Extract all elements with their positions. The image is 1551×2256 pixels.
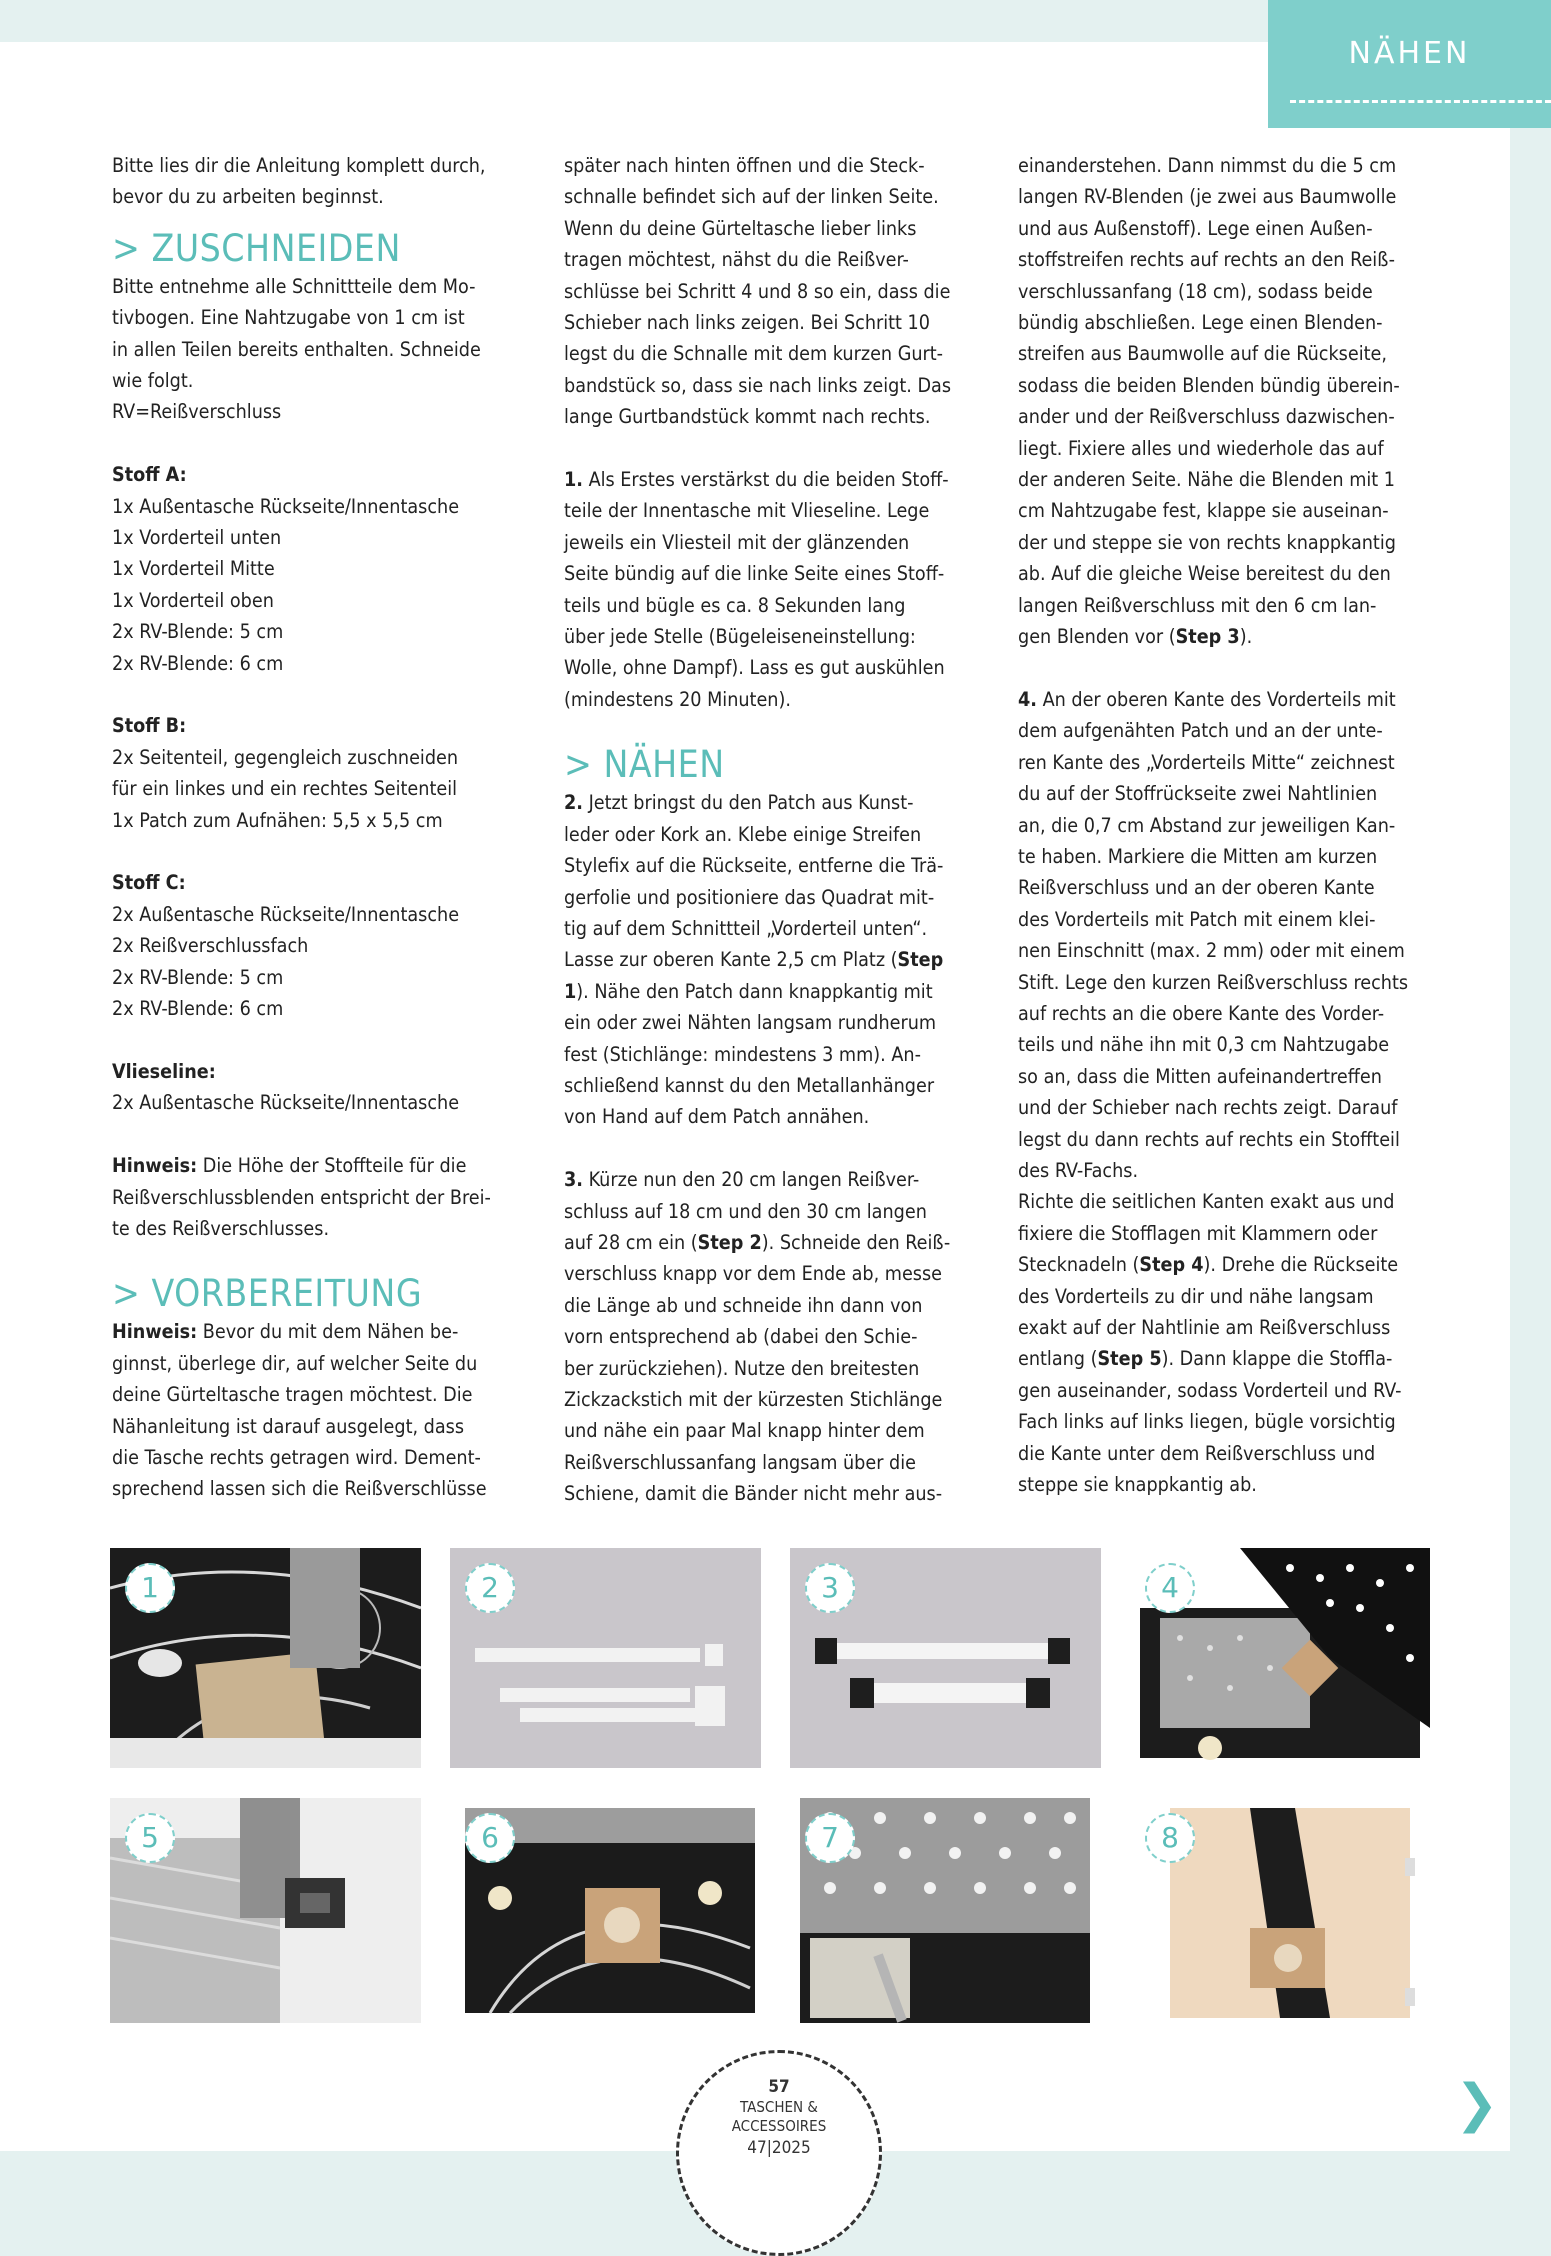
list-item: 1x Außentasche Rückseite/Innentasche bbox=[112, 494, 460, 518]
text-line: teils und nähe ihn mit 0,3 cm Nahtzugabe bbox=[1018, 1033, 1390, 1057]
text-line: einanderstehen. Dann nimmst du die 5 cm bbox=[1018, 154, 1397, 177]
text-line: verschlussanfang (18 cm), sodass beide bbox=[1018, 279, 1373, 303]
text-line: Stylefix auf die Rückseite, entferne die Trä- bbox=[564, 854, 944, 878]
text-line: die Kante unter dem Reißverschluss und bbox=[1018, 1441, 1376, 1465]
step-ref: Step bbox=[897, 948, 944, 972]
step-badge: 4 bbox=[1145, 1563, 1195, 1613]
text-line: Seite bündig auf die linke Seite eines Stoff- bbox=[564, 562, 945, 586]
list-item: 1x Vorderteil unten bbox=[112, 526, 282, 550]
tab-divider bbox=[1290, 100, 1551, 103]
text-line: Die Höhe der Stoffteile für die bbox=[197, 1154, 467, 1178]
text-line: schlüsse bei Schritt 4 und 8 so ein, dass die bbox=[564, 279, 951, 303]
next-page-chevron-icon[interactable]: ❯ bbox=[1455, 2074, 1499, 2134]
text-line: ren Kante des „Vorderteils Mitte“ zeichnest bbox=[1018, 750, 1395, 774]
text-line: ber zurückziehen). Nutze den breitesten bbox=[564, 1356, 920, 1380]
step-ref: Step 4 bbox=[1139, 1253, 1204, 1277]
step-photo-1 bbox=[110, 1548, 421, 1768]
list-item: 1x Patch zum Aufnähen: 5,5 x 5,5 cm bbox=[112, 808, 443, 832]
text-line: über jede Stelle (Bügeleiseneinstellung: bbox=[564, 625, 916, 649]
text-line: von Hand auf dem Patch annähen. bbox=[564, 1105, 870, 1129]
text-line: Schiene, damit die Bänder nicht mehr aus- bbox=[564, 1482, 943, 1506]
text-line: in allen Teilen bereits enthalten. Schneide bbox=[112, 337, 481, 361]
text-line: Reißverschlussblenden entspricht der Brei- bbox=[112, 1185, 491, 1209]
step-number: 4. bbox=[1018, 687, 1037, 711]
step-ref: Step 3 bbox=[1175, 625, 1240, 649]
text-line: streifen aus Baumwolle auf die Rückseite, bbox=[1018, 342, 1387, 366]
text-line: die Länge ab und schneide ihn dann von bbox=[564, 1293, 923, 1317]
text-line: Wenn du deine Gürteltasche lieber links bbox=[564, 216, 917, 240]
step-photo-2 bbox=[450, 1548, 761, 1768]
intro-line: bevor du zu arbeiten beginnst. bbox=[112, 185, 384, 209]
text-line: vorn entsprechend ab (dabei den Schie- bbox=[564, 1325, 918, 1349]
text-line: ). bbox=[1239, 625, 1253, 649]
text-line: ). Nähe den Patch dann knappkantig mit bbox=[576, 979, 933, 1003]
text-line: verschluss knapp vor dem Ende ab, messe bbox=[564, 1262, 943, 1286]
text-line: entlang ( bbox=[1018, 1347, 1098, 1371]
step-badge: 6 bbox=[465, 1813, 515, 1863]
column-3 bbox=[1018, 150, 1440, 1500]
list-item: 2x Seitenteil, gegengleich zuschneiden bbox=[112, 745, 459, 769]
text-line: An der oberen Kante des Vorderteils mit bbox=[1036, 687, 1396, 711]
step-photo-8 bbox=[1130, 1798, 1441, 2023]
text-line: te des Reißverschlusses. bbox=[112, 1216, 330, 1240]
text-line: (mindestens 20 Minuten). bbox=[564, 687, 791, 711]
list-item: 2x Außentasche Rückseite/Innentasche bbox=[112, 1091, 460, 1115]
heading-vorbereitung: > VORBEREITUNG bbox=[112, 1272, 423, 1316]
text-line: Als Erstes verstärkst du die beiden Stoff- bbox=[582, 468, 949, 492]
text-line: nen Einschnitt (max. 2 mm) oder mit einem bbox=[1018, 939, 1405, 963]
list-item: 2x RV-Blende: 6 cm bbox=[112, 997, 284, 1021]
list-item: für ein linkes und ein rechtes Seitenteil bbox=[112, 777, 457, 801]
step-badge: 8 bbox=[1145, 1813, 1195, 1863]
text-line: Richte die seitlichen Kanten exakt aus und bbox=[1018, 1190, 1395, 1214]
step-photo-7 bbox=[790, 1798, 1101, 2023]
step-photo-5 bbox=[110, 1798, 421, 2023]
page-number: 57 bbox=[768, 2077, 790, 2097]
intro-line: Bitte lies dir die Anleitung komplett durch, bbox=[112, 154, 486, 177]
text-line: bandstück so, dass sie nach links zeigt. Das bbox=[564, 373, 952, 397]
text-line: des Vorderteils mit Patch mit einem klei- bbox=[1018, 907, 1376, 931]
text-line: sprechend lassen sich die Reißverschlüsse bbox=[112, 1477, 487, 1501]
text-line: steppe sie knappkantig ab. bbox=[1018, 1473, 1257, 1497]
step-ref: Step 2 bbox=[697, 1230, 762, 1254]
vlieseline-title: Vlieseline: bbox=[112, 1059, 216, 1083]
text-line: ein oder zwei Nähten langsam rundherum bbox=[564, 1011, 937, 1035]
text-line: Zickzackstich mit der kürzesten Stichlänge bbox=[564, 1388, 943, 1411]
step-badge: 1 bbox=[125, 1563, 175, 1613]
step-photo-4 bbox=[1130, 1548, 1441, 1768]
step-ref: 1 bbox=[564, 979, 577, 1003]
text-line: Schieber nach links zeigen. Bei Schritt 10 bbox=[564, 311, 930, 335]
step-photo-3 bbox=[790, 1548, 1101, 1768]
stoff-a-title: Stoff A: bbox=[112, 463, 187, 487]
list-item: 2x Reißverschlussfach bbox=[112, 934, 309, 958]
section-tab bbox=[1268, 0, 1551, 128]
heading-naehen: > NÄHEN bbox=[564, 743, 725, 787]
step-badge: 3 bbox=[805, 1563, 855, 1613]
text-line: die Tasche rechts getragen wird. Dement- bbox=[112, 1445, 481, 1469]
text-line: des RV-Fachs. bbox=[1018, 1158, 1139, 1182]
heading-zuschneiden: > ZUSCHNEIDEN bbox=[112, 226, 401, 270]
text-line: deine Gürteltasche tragen möchtest. Die bbox=[112, 1383, 473, 1407]
text-line: tig auf dem Schnittteil „Vorderteil unten“. bbox=[564, 916, 928, 940]
text-line: wie folgt. bbox=[112, 369, 194, 393]
step-ref: Step 5 bbox=[1097, 1347, 1162, 1371]
text-line: exakt auf der Nahtlinie am Reißverschluss bbox=[1018, 1316, 1391, 1340]
column-2 bbox=[564, 150, 989, 1510]
step-photo-6 bbox=[450, 1798, 761, 2023]
list-item: 2x RV-Blende: 5 cm bbox=[112, 620, 284, 644]
text-line: des Vorderteils zu dir und nähe langsam bbox=[1018, 1284, 1374, 1308]
list-item: 1x Vorderteil oben bbox=[112, 588, 274, 612]
column-1 bbox=[112, 150, 534, 1505]
text-line: tragen möchtest, nähst du die Reißver- bbox=[564, 248, 909, 272]
text-line: stoffstreifen rechts auf rechts an den Reiß- bbox=[1018, 248, 1396, 272]
text-line: ). Dann klappe die Stoffla- bbox=[1161, 1347, 1393, 1371]
list-item: 2x RV-Blende: 6 cm bbox=[112, 651, 284, 675]
step-number: 2. bbox=[564, 791, 583, 815]
magazine-title-line: ACCESSOIRES bbox=[731, 2117, 827, 2135]
section-title: NÄHEN bbox=[1348, 36, 1471, 71]
text-line: sodass die beiden Blenden bündig überein- bbox=[1018, 373, 1400, 397]
text-line: Nähanleitung ist darauf ausgelegt, dass bbox=[112, 1414, 465, 1438]
text-line: fest (Stichlänge: mindestens 3 mm). An- bbox=[564, 1042, 921, 1066]
magazine-title-line: TASCHEN & bbox=[740, 2098, 818, 2116]
text-line: legst du die Schnalle mit dem kurzen Gurt- bbox=[564, 342, 944, 366]
stoff-b-title: Stoff B: bbox=[112, 714, 187, 738]
text-line: und der Schieber nach rechts zeigt. Darauf bbox=[1018, 1096, 1398, 1120]
text-line: Jetzt bringst du den Patch aus Kunst- bbox=[582, 791, 914, 815]
text-line: gen auseinander, sodass Vorderteil und RV- bbox=[1018, 1378, 1402, 1402]
text-line: an, die 0,7 cm Abstand zur jeweiligen Kan- bbox=[1018, 813, 1396, 837]
list-item: 2x RV-Blende: 5 cm bbox=[112, 965, 284, 989]
list-item: 1x Vorderteil Mitte bbox=[112, 557, 275, 581]
text-line: der und steppe sie von rechts knappkantig bbox=[1018, 530, 1396, 554]
text-line: fixiere die Stofflagen mit Klammern oder bbox=[1018, 1221, 1378, 1245]
text-line: lange Gurtbandstück kommt nach rechts. bbox=[564, 405, 931, 429]
text-line: ab. Auf die gleiche Weise bereitest du den bbox=[1018, 562, 1391, 586]
text-line: Wolle, ohne Dampf). Lass es gut auskühlen bbox=[564, 656, 945, 680]
text-line: RV=Reißverschluss bbox=[112, 400, 282, 424]
text-line: du auf der Stoffrückseite zwei Nahtlinien bbox=[1018, 782, 1378, 806]
text-line: teile der Innentasche mit Vlieseline. Lege bbox=[564, 499, 930, 523]
text-line: der anderen Seite. Nähe die Blenden mit 1 bbox=[1018, 468, 1395, 492]
text-line: Reißverschlussanfang langsam über die bbox=[564, 1450, 916, 1474]
text-line: Bitte entnehme alle Schnittteile dem Mo- bbox=[112, 274, 476, 298]
stoff-c-title: Stoff C: bbox=[112, 871, 186, 895]
text-line: Stift. Lege den kurzen Reißverschluss rechts bbox=[1018, 970, 1409, 994]
text-line: leder oder Kork an. Klebe einige Streifen bbox=[564, 822, 922, 846]
text-line: gerfolie und positioniere das Quadrat mit- bbox=[564, 885, 935, 909]
text-line: teils und bügle es ca. 8 Sekunden lang bbox=[564, 593, 906, 617]
text-line: Stecknadeln ( bbox=[1018, 1253, 1140, 1277]
text-line: und nähe ein paar Mal knapp hinter dem bbox=[564, 1419, 925, 1443]
text-line: dem aufgenähten Patch und an der unte- bbox=[1018, 719, 1383, 743]
text-line: auf 28 cm ein ( bbox=[564, 1230, 698, 1254]
text-line: legst du dann rechts auf rechts ein Stoffteil bbox=[1018, 1127, 1400, 1151]
text-line: schnalle befindet sich auf der linken Seite. bbox=[564, 185, 939, 209]
text-line: Reißverschluss und an der oberen Kante bbox=[1018, 876, 1375, 900]
list-item: 2x Außentasche Rückseite/Innentasche bbox=[112, 902, 460, 926]
step-number: 1. bbox=[564, 468, 583, 492]
text-line: schluss auf 18 cm und den 30 cm langen bbox=[564, 1199, 927, 1223]
text-line: Lasse zur oberen Kante 2,5 cm Platz ( bbox=[564, 948, 898, 972]
text-line: langen RV-Blenden (je zwei aus Baumwolle bbox=[1018, 185, 1397, 209]
text-line: cm Nahtzugabe fest, klappe sie auseinan- bbox=[1018, 499, 1389, 523]
text-line: gen Blenden vor ( bbox=[1018, 625, 1176, 649]
text-line: ginnst, überlege dir, auf welcher Seite du bbox=[112, 1351, 478, 1375]
text-line: ). Schneide den Reiß- bbox=[761, 1230, 951, 1254]
text-line: auf rechts an die obere Kante des Vorder- bbox=[1018, 1001, 1385, 1025]
page-footer-badge bbox=[676, 2050, 882, 2256]
text-line: liegt. Fixiere alles und wiederhole das auf bbox=[1018, 436, 1384, 460]
text-line: so an, dass die Mitten aufeinandertreffen bbox=[1018, 1064, 1382, 1088]
text-line: schließend kannst du den Metallanhänger bbox=[564, 1073, 935, 1097]
text-line: Fach links auf links liegen, bügle vorsichtig bbox=[1018, 1410, 1396, 1434]
step-badge: 5 bbox=[125, 1813, 175, 1863]
text-line: bündig abschließen. Lege einen Blenden- bbox=[1018, 311, 1383, 335]
text-line: Bevor du mit dem Nähen be- bbox=[197, 1320, 459, 1344]
step-badge: 7 bbox=[805, 1813, 855, 1863]
text-line: ). Drehe die Rückseite bbox=[1203, 1253, 1399, 1277]
text-line: langen Reißverschluss mit den 6 cm lan- bbox=[1018, 593, 1377, 617]
text-line: jeweils ein Vliesteil mit der glänzenden bbox=[564, 530, 910, 554]
issue-number: 47|2025 bbox=[747, 2138, 811, 2158]
step-number: 3. bbox=[564, 1168, 583, 1192]
text-line: ander und der Reißverschluss dazwischen- bbox=[1018, 405, 1395, 429]
hinweis-label: Hinweis: bbox=[112, 1154, 198, 1178]
text-line: Kürze nun den 20 cm langen Reißver- bbox=[582, 1168, 920, 1192]
text-line: und aus Außenstoff). Lege einen Außen- bbox=[1018, 216, 1373, 240]
step-badge: 2 bbox=[465, 1563, 515, 1613]
text-line: später nach hinten öffnen und die Steck- bbox=[564, 154, 925, 177]
text-line: tivbogen. Eine Nahtzugabe von 1 cm ist bbox=[112, 306, 465, 330]
hinweis-label: Hinweis: bbox=[112, 1320, 198, 1344]
text-line: te haben. Markiere die Mitten am kurzen bbox=[1018, 844, 1378, 868]
